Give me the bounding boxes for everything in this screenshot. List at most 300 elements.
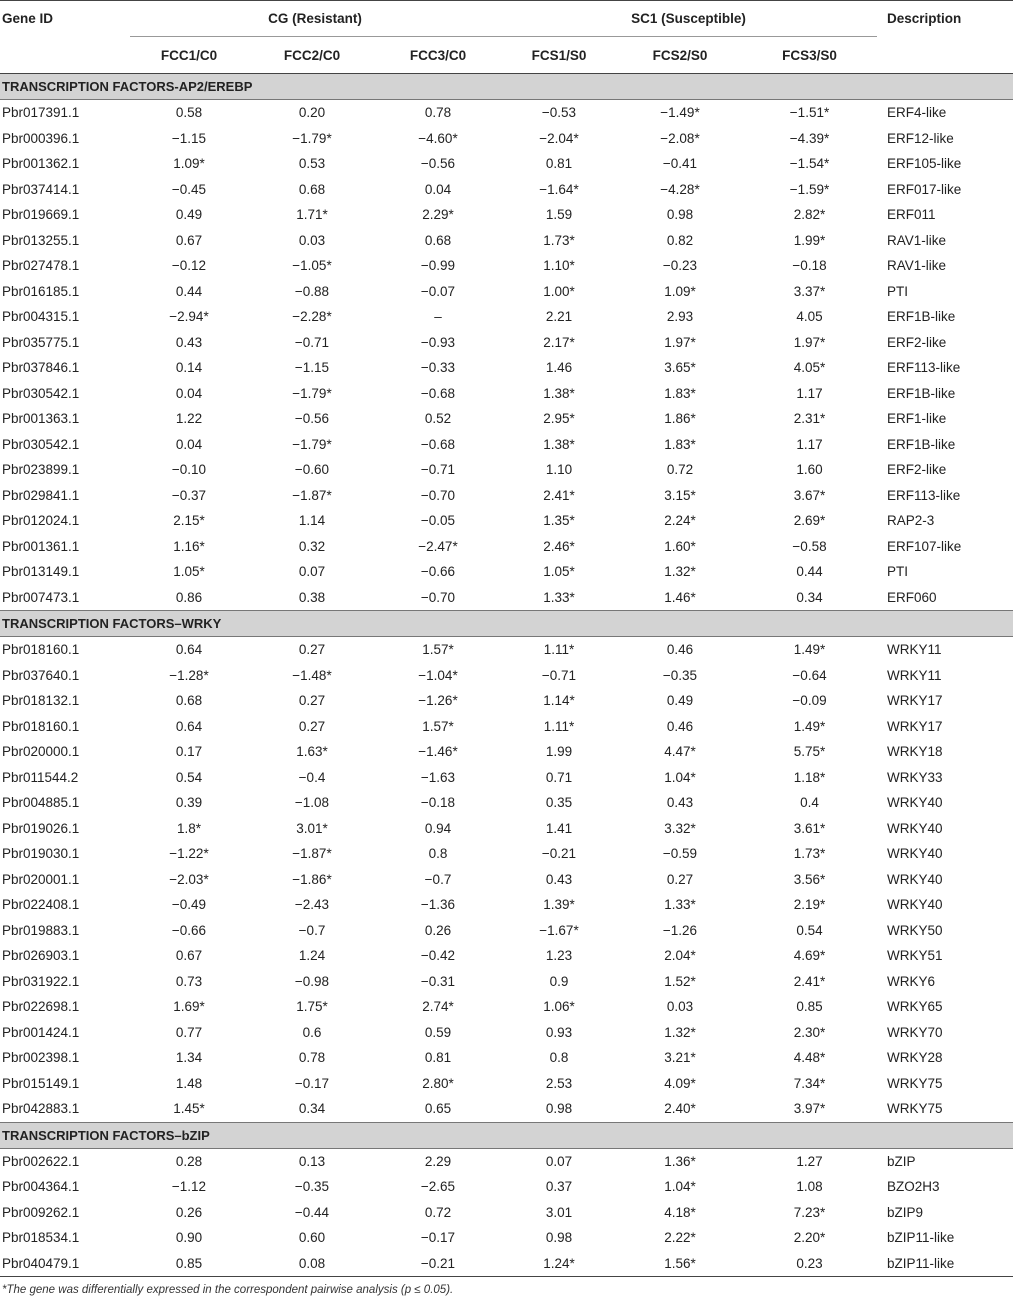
value-cell: 0.98 [545, 1230, 573, 1246]
value-cell: 1.69* [173, 999, 205, 1015]
value-cell: 1.97* [664, 334, 696, 350]
value-cell: 0.59 [424, 1024, 452, 1040]
value-cell: 2.82* [793, 207, 826, 223]
value-cell: 2.19* [793, 897, 826, 913]
gene-id-cell: Pbr001362.1 [2, 156, 80, 172]
gene-id-cell: Pbr004885.1 [2, 795, 80, 811]
value-cell: −0.21 [541, 846, 577, 862]
value-cell: 4.48* [793, 1050, 826, 1066]
value-cell: 1.09* [664, 283, 696, 299]
value-cell: 1.97* [793, 334, 826, 350]
value-cell: 1.16* [173, 538, 205, 554]
value-cell: −1.64* [539, 181, 579, 197]
table-row [0, 1200, 1013, 1226]
description-cell: WRKY51 [887, 948, 943, 964]
value-cell: 0.78 [424, 105, 452, 121]
value-cell: 2.40* [664, 1101, 696, 1117]
gene-id-cell: Pbr030542.1 [2, 436, 80, 452]
value-cell: 2.17* [543, 334, 575, 350]
value-cell: 4.09* [664, 1075, 696, 1091]
description-cell: WRKY28 [887, 1050, 943, 1066]
value-cell: 0.82 [666, 232, 694, 248]
section-title: TRANSCRIPTION FACTORS-AP2/EREBP [0, 74, 1013, 100]
table-row [0, 585, 1013, 611]
value-cell: −0.37 [171, 487, 207, 503]
value-cell: 1.22 [175, 411, 203, 427]
table-row [0, 790, 1013, 816]
table-row [0, 688, 1013, 714]
description-cell: WRKY17 [887, 693, 943, 709]
table-body [0, 74, 1013, 1277]
table-row [0, 406, 1013, 432]
value-cell: 1.45* [173, 1101, 205, 1117]
value-cell: 1.32* [664, 564, 696, 580]
description-cell: ERF1B-like [887, 309, 956, 325]
value-cell: −0.66 [420, 564, 456, 580]
table-row [0, 943, 1013, 969]
value-cell: −0.93 [420, 334, 456, 350]
value-cell: 3.21* [664, 1050, 696, 1066]
value-cell: −0.56 [294, 411, 330, 427]
value-cell: 1.04* [664, 769, 696, 785]
header-group-sc: SC1 (Susceptible) [500, 1, 877, 37]
table-row [0, 1225, 1013, 1251]
value-cell: 0.26 [175, 1204, 203, 1220]
value-cell: 0.27 [298, 693, 326, 709]
value-cell: 1.49* [793, 718, 826, 734]
value-cell: −0.10 [171, 462, 207, 478]
value-cell: 1.14 [298, 513, 326, 529]
table-row [0, 381, 1013, 407]
gene-id-cell: Pbr013255.1 [2, 232, 80, 248]
value-cell: 1.75* [296, 999, 328, 1015]
value-cell: −2.28* [292, 309, 332, 325]
value-cell: 2.29 [424, 1153, 452, 1169]
description-cell: ERF017-like [887, 181, 962, 197]
gene-id-cell: Pbr030542.1 [2, 385, 80, 401]
gene-id-cell: Pbr037846.1 [2, 360, 80, 376]
value-cell: −1.87* [292, 487, 332, 503]
gene-id-cell: Pbr022698.1 [2, 999, 80, 1015]
table-row [0, 355, 1013, 381]
value-cell: 3.65* [664, 360, 696, 376]
value-cell: 1.05* [173, 564, 205, 580]
value-cell: −0.18 [420, 795, 456, 811]
value-cell: 0.58 [175, 105, 203, 121]
value-cell: 2.69* [793, 513, 826, 529]
gene-id-cell: Pbr004315.1 [2, 309, 80, 325]
value-cell: 0.68 [175, 693, 203, 709]
description-cell: WRKY6 [887, 973, 936, 989]
value-cell: 1.05* [543, 564, 575, 580]
value-cell: 1.11* [543, 718, 575, 734]
gene-id-cell: Pbr019883.1 [2, 922, 80, 938]
value-cell: −0.7 [298, 922, 326, 938]
value-cell: 4.69* [793, 948, 826, 964]
description-cell: ERF011 [887, 207, 936, 223]
value-cell: 3.37* [793, 283, 826, 299]
gene-id-cell: Pbr012024.1 [2, 513, 80, 529]
value-cell: 1.27 [796, 1153, 823, 1169]
value-cell: 0.17 [175, 744, 203, 760]
description-cell: BZO2H3 [887, 1179, 940, 1195]
table-row [0, 253, 1013, 279]
description-cell: WRKY65 [887, 999, 943, 1015]
value-cell: 3.67* [793, 487, 826, 503]
value-cell: −0.70 [420, 589, 456, 605]
value-cell: 3.61* [793, 820, 826, 836]
gene-id-cell: Pbr018132.1 [2, 693, 80, 709]
value-cell: 5.75* [793, 744, 826, 760]
table-row [0, 559, 1013, 585]
value-cell: 1.00* [543, 283, 575, 299]
value-cell: 0.43 [545, 871, 573, 887]
value-cell: 1.06* [543, 999, 575, 1015]
value-cell: −0.49 [171, 897, 207, 913]
table-row [0, 151, 1013, 177]
value-cell: 1.41 [545, 820, 573, 836]
value-cell: 1.09* [173, 156, 205, 172]
description-cell: WRKY75 [887, 1101, 943, 1117]
header-col: FCS1/S0 [500, 37, 618, 74]
table-row [0, 202, 1013, 228]
value-cell: 2.46* [543, 538, 575, 554]
value-cell: −1.86* [292, 871, 332, 887]
value-cell: −1.36 [420, 897, 456, 913]
value-cell: 0.93 [545, 1024, 573, 1040]
value-cell: −0.33 [420, 360, 456, 376]
value-cell: 0.98 [666, 207, 694, 223]
description-cell: WRKY75 [887, 1075, 943, 1091]
value-cell: 3.01 [545, 1204, 573, 1220]
value-cell: 3.32* [664, 820, 696, 836]
value-cell: 0.64 [175, 642, 203, 658]
value-cell: −1.04* [418, 667, 458, 683]
value-cell: 1.56* [618, 1251, 742, 1277]
value-cell: 0.72 [666, 462, 694, 478]
value-cell: −0.05 [420, 513, 456, 529]
value-cell: 0.43 [175, 334, 203, 350]
value-cell: −0.60 [294, 462, 330, 478]
description-cell: ERF12-like [887, 130, 954, 146]
value-cell: 1.60 [796, 462, 823, 478]
description-cell: ERF107-like [887, 538, 962, 554]
table-row [0, 841, 1013, 867]
value-cell: 0.26 [424, 922, 452, 938]
value-cell: 0.73 [175, 973, 203, 989]
value-cell: 0.04 [175, 385, 203, 401]
value-cell: −0.42 [420, 948, 456, 964]
value-cell: −1.48* [292, 667, 332, 683]
value-cell: −0.70 [420, 487, 456, 503]
value-cell: 0.46 [666, 642, 694, 658]
header-col: FCS2/S0 [618, 37, 742, 74]
value-cell: 0.85 [130, 1251, 248, 1277]
value-cell: −1.05* [292, 258, 332, 274]
value-cell: −4.28* [660, 181, 700, 197]
table-row [0, 892, 1013, 918]
description-cell: bZIP11-like [887, 1230, 955, 1246]
value-cell: −0.18 [792, 258, 827, 274]
value-cell: 1.24 [298, 948, 326, 964]
value-cell: 4.18* [664, 1204, 696, 1220]
value-cell: −1.46* [418, 744, 458, 760]
gene-id-cell: Pbr017391.1 [2, 105, 80, 121]
value-cell: −0.7 [424, 871, 452, 887]
description-cell: bZIP11-like [877, 1251, 1013, 1277]
value-cell: 0.8 [549, 1050, 569, 1066]
value-cell: 2.15* [173, 513, 205, 529]
value-cell: −1.28* [169, 667, 209, 683]
gene-id-cell: Pbr019669.1 [2, 207, 80, 223]
value-cell: 0.4 [800, 795, 819, 811]
value-cell: 0.6 [302, 1024, 322, 1040]
value-cell: 1.32* [664, 1024, 696, 1040]
value-cell: 0.32 [298, 538, 326, 554]
value-cell: 3.97* [793, 1101, 826, 1117]
value-cell: 0.86 [175, 589, 203, 605]
value-cell: 0.14 [175, 360, 203, 376]
table-row [0, 1071, 1013, 1097]
description-cell: WRKY11 [887, 667, 942, 683]
gene-id-cell: Pbr022408.1 [2, 897, 80, 913]
table-row [0, 1020, 1013, 1046]
description-cell: WRKY70 [887, 1024, 943, 1040]
value-cell: 3.15* [664, 487, 696, 503]
value-cell: 0.27 [666, 871, 694, 887]
value-cell: −1.59* [789, 181, 830, 197]
value-cell: 0.46 [666, 718, 694, 734]
header-blank [877, 37, 1013, 74]
value-cell: 2.74* [422, 999, 454, 1015]
value-cell: −1.15 [171, 130, 207, 146]
table-row [0, 100, 1013, 126]
description-cell: RAP2-3 [887, 513, 935, 529]
value-cell: 1.99* [793, 232, 826, 248]
value-cell: −2.47* [418, 538, 458, 554]
gene-id-cell: Pbr016185.1 [2, 283, 80, 299]
table-row [0, 637, 1013, 663]
value-cell: 4.05 [796, 309, 823, 325]
value-cell: 1.10* [543, 258, 575, 274]
header-row-groups [0, 1, 1013, 37]
value-cell: 1.10 [545, 462, 573, 478]
description-cell: WRKY17 [887, 718, 943, 734]
value-cell: 2.22* [664, 1230, 696, 1246]
value-cell: −0.21 [376, 1251, 500, 1277]
value-cell: −0.68 [420, 385, 456, 401]
description-cell: RAV1-like [887, 232, 947, 248]
value-cell: 1.33* [543, 589, 575, 605]
description-cell: WRKY33 [887, 769, 943, 785]
value-cell: 1.35* [543, 513, 575, 529]
gene-id-cell: Pbr019030.1 [2, 846, 80, 862]
value-cell: 1.63* [296, 744, 328, 760]
value-cell: 0.43 [666, 795, 694, 811]
value-cell: 0.44 [175, 283, 203, 299]
table-row [0, 918, 1013, 944]
gene-id-cell: Pbr018160.1 [2, 642, 80, 658]
table-row [0, 1174, 1013, 1200]
section-header-row [0, 1122, 1013, 1148]
value-cell: 2.41* [543, 487, 575, 503]
table-row [0, 739, 1013, 765]
value-cell: 1.73* [543, 232, 575, 248]
value-cell: 0.34 [298, 1101, 326, 1117]
value-cell: 1.14* [543, 693, 575, 709]
description-cell: ERF105-like [887, 156, 962, 172]
header-blank [0, 37, 130, 74]
value-cell: 0.71 [545, 769, 573, 785]
value-cell: 0.98 [545, 1101, 573, 1117]
gene-id-cell: Pbr018160.1 [2, 718, 80, 734]
value-cell: −1.22* [169, 846, 209, 862]
value-cell: 0.65 [424, 1101, 452, 1117]
description-cell: bZIP [887, 1153, 916, 1169]
value-cell: −1.79* [292, 436, 332, 452]
description-cell: ERF1B-like [887, 385, 956, 401]
value-cell: −0.09 [792, 693, 827, 709]
gene-id-cell: Pbr020000.1 [2, 744, 80, 760]
value-cell: 1.48 [175, 1075, 203, 1091]
gene-id-cell: Pbr035775.1 [2, 334, 80, 350]
value-cell: 4.05* [793, 360, 826, 376]
value-cell: −0.35 [662, 667, 698, 683]
value-cell: 2.93 [666, 309, 694, 325]
value-cell: 0.81 [545, 156, 573, 172]
gene-id-cell: Pbr040479.1 [0, 1251, 130, 1277]
value-cell: −2.94* [169, 309, 209, 325]
value-cell: −1.87* [292, 846, 332, 862]
gene-id-cell: Pbr009262.1 [2, 1204, 80, 1220]
value-cell: −0.56 [420, 156, 456, 172]
table-row [0, 534, 1013, 560]
table-row [0, 228, 1013, 254]
value-cell: −1.12 [171, 1179, 207, 1195]
header-group-cg: CG (Resistant) [130, 1, 500, 37]
table-row [0, 663, 1013, 689]
section-header-row [0, 74, 1013, 100]
gene-id-cell: Pbr023899.1 [2, 462, 80, 478]
value-cell: 0.04 [424, 181, 452, 197]
gene-id-cell: Pbr011544.2 [2, 769, 79, 785]
description-cell: PTI [887, 283, 909, 299]
value-cell: 1.23 [545, 948, 573, 964]
table-row [0, 994, 1013, 1020]
value-cell: 1.99 [545, 744, 573, 760]
value-cell: 2.04* [664, 948, 696, 964]
gene-id-cell: Pbr026903.1 [2, 948, 80, 964]
gene-id-cell: Pbr015149.1 [2, 1075, 80, 1091]
value-cell: 0.07 [545, 1153, 573, 1169]
value-cell: 0.9 [549, 973, 569, 989]
description-cell: WRKY40 [887, 846, 943, 862]
table-row [0, 177, 1013, 203]
value-cell: 0.03 [666, 999, 694, 1015]
description-cell: ERF113-like [887, 487, 961, 503]
table-row [0, 508, 1013, 534]
value-cell: −0.98 [294, 973, 330, 989]
value-cell: 0.90 [175, 1230, 203, 1246]
table-row [0, 867, 1013, 893]
description-cell: WRKY40 [887, 897, 943, 913]
gene-id-cell: Pbr002622.1 [2, 1153, 80, 1169]
gene-id-cell: Pbr001361.1 [2, 538, 80, 554]
value-cell: 0.23 [742, 1251, 877, 1277]
value-cell: 0.60 [298, 1230, 326, 1246]
value-cell: −2.03* [169, 871, 209, 887]
value-cell: −0.71 [541, 667, 577, 683]
value-cell: 1.24* [500, 1251, 618, 1277]
value-cell: −2.65 [420, 1179, 456, 1195]
value-cell: 1.17 [796, 436, 823, 452]
header-description: Description [877, 1, 1013, 37]
value-cell: −0.71 [420, 462, 456, 478]
value-cell: −2.43 [294, 897, 330, 913]
value-cell: 1.34 [175, 1050, 203, 1066]
value-cell: 0.44 [796, 564, 823, 580]
description-cell: WRKY40 [887, 871, 943, 887]
value-cell: −0.88 [294, 283, 330, 299]
value-cell: 2.29* [422, 207, 454, 223]
value-cell: 0.78 [298, 1050, 326, 1066]
value-cell: 2.24* [664, 513, 696, 529]
value-cell: 0.94 [424, 820, 452, 836]
table-row [0, 969, 1013, 995]
value-cell: 0.8 [428, 846, 448, 862]
value-cell: −0.45 [171, 181, 207, 197]
value-cell: 1.38* [543, 385, 575, 401]
value-cell: −0.17 [420, 1230, 456, 1246]
value-cell: 2.53 [545, 1075, 573, 1091]
value-cell: – [434, 309, 442, 325]
description-cell: WRKY40 [887, 795, 943, 811]
value-cell: 0.64 [175, 718, 203, 734]
value-cell: 2.80* [422, 1075, 454, 1091]
value-cell: −2.08* [660, 130, 700, 146]
header-gene-id: Gene ID [0, 1, 130, 37]
value-cell: −0.59 [662, 846, 698, 862]
section-header-row [0, 611, 1013, 637]
description-cell: WRKY18 [887, 744, 943, 760]
value-cell: 1.71* [296, 207, 328, 223]
gene-id-cell: Pbr000396.1 [2, 130, 80, 146]
description-cell: RAV1-like [887, 258, 947, 274]
value-cell: −0.07 [420, 283, 456, 299]
gene-id-cell: Pbr037640.1 [2, 667, 80, 683]
value-cell: −1.51* [789, 105, 830, 121]
value-cell: 0.34 [796, 589, 823, 605]
table-row [0, 1096, 1013, 1122]
value-cell: 1.83* [664, 436, 696, 452]
value-cell: −0.4 [298, 769, 326, 785]
value-cell: 1.46* [664, 589, 696, 605]
value-cell: 1.52* [664, 973, 696, 989]
table-row [0, 432, 1013, 458]
value-cell: −1.08 [294, 795, 330, 811]
description-cell: ERF113-like [887, 360, 961, 376]
description-cell: WRKY40 [887, 820, 943, 836]
header-col: FCC3/C0 [376, 37, 500, 74]
value-cell: 0.07 [298, 564, 326, 580]
value-cell: −1.26* [418, 693, 458, 709]
header-row-columns [0, 37, 1013, 74]
description-cell: ERF2-like [887, 462, 947, 478]
value-cell: −1.49* [660, 105, 700, 121]
value-cell: 0.37 [545, 1179, 573, 1195]
value-cell: 0.77 [175, 1024, 203, 1040]
value-cell: 2.95* [543, 411, 575, 427]
